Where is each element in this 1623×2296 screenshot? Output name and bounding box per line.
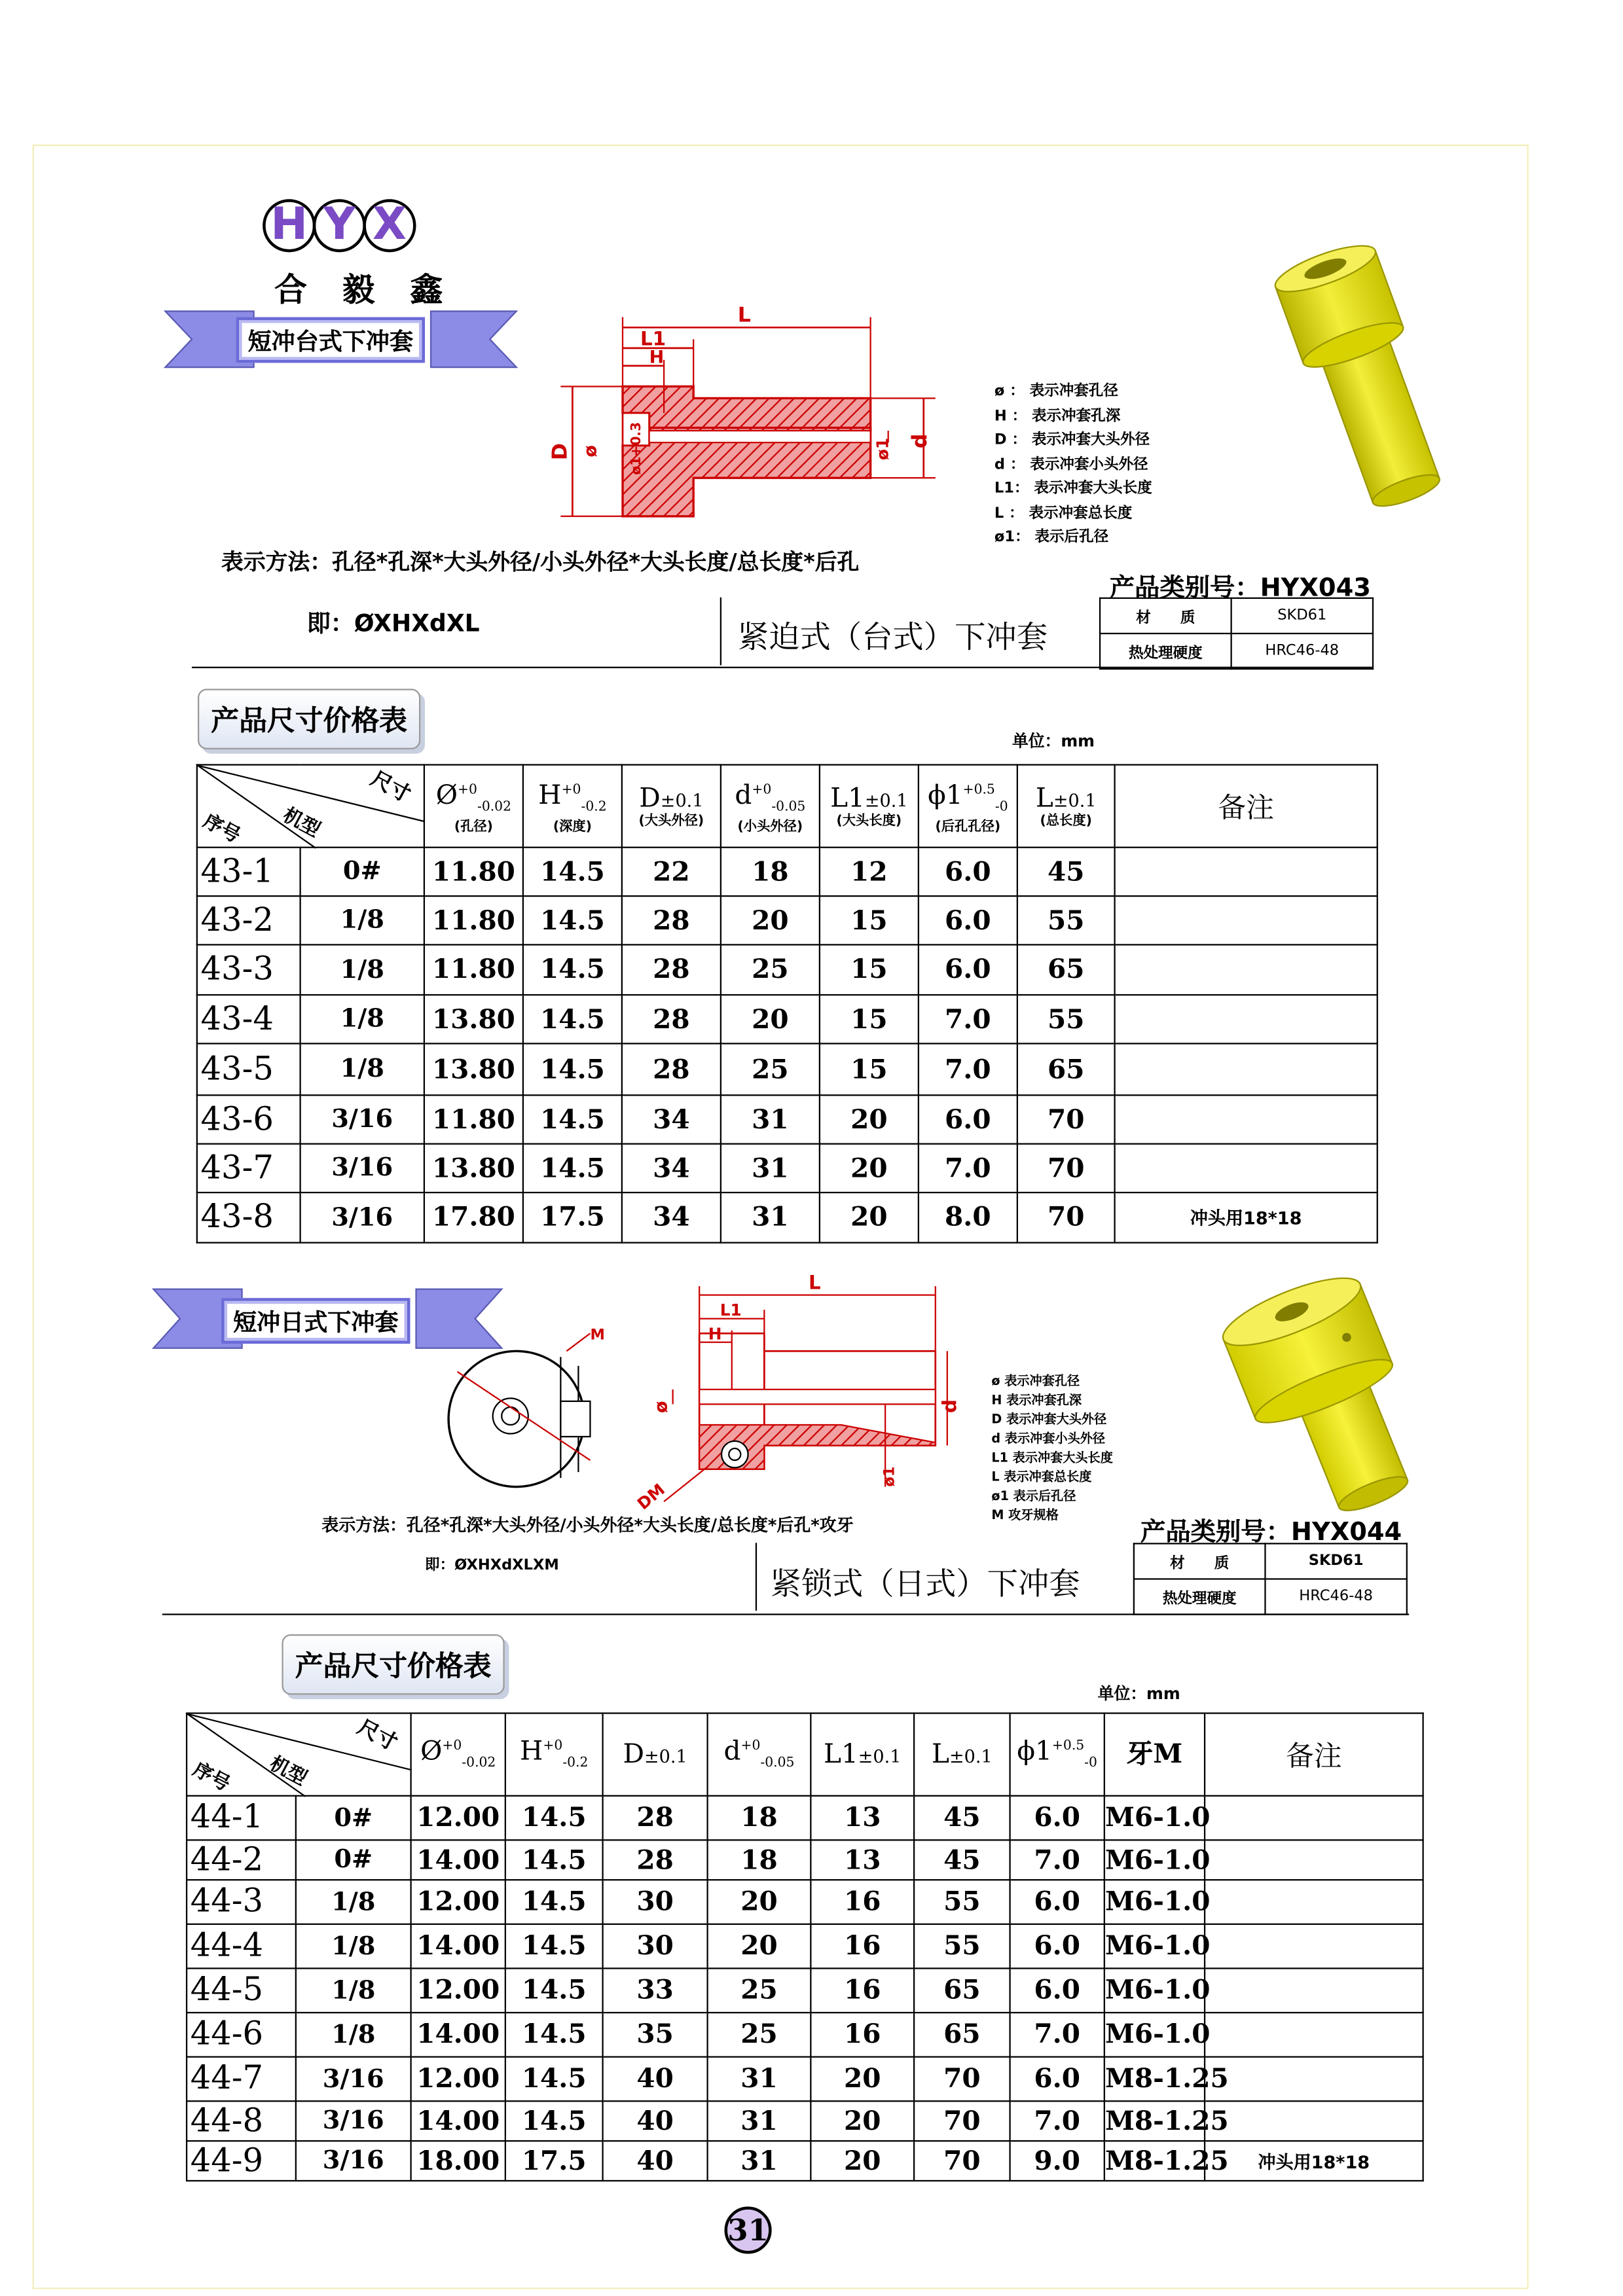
row-value: 7.0 bbox=[1010, 2013, 1104, 2057]
logo-letter-h: H bbox=[263, 199, 316, 252]
row-remark bbox=[1205, 1880, 1423, 1924]
material-value: SKD61 bbox=[1265, 1543, 1406, 1579]
row-value: 18.00 bbox=[411, 2141, 505, 2181]
row-value: 15 bbox=[820, 944, 919, 995]
row-number: 44-3 bbox=[187, 1880, 296, 1924]
row-number: 44-6 bbox=[187, 2013, 296, 2057]
row-number: 44-5 bbox=[187, 1968, 296, 2013]
section1-table-title: 产品尺寸价格表 bbox=[198, 689, 420, 749]
col-header-L: L±0.1 bbox=[914, 1713, 1010, 1796]
row-value: 13.80 bbox=[424, 1043, 523, 1095]
row-value: 14.5 bbox=[505, 1840, 603, 1880]
hardness-label: 热处理硬度 bbox=[1134, 1579, 1266, 1614]
row-model: 0# bbox=[296, 1796, 411, 1840]
table-row bbox=[197, 1043, 1377, 1095]
row-value: 11.80 bbox=[424, 1095, 523, 1143]
row-model: 1/8 bbox=[296, 1968, 411, 2013]
hardness-value: HRC46-48 bbox=[1265, 1579, 1406, 1614]
row-value: 55 bbox=[1017, 896, 1115, 944]
row-value: 14.00 bbox=[411, 1840, 505, 1880]
row-number: 43-7 bbox=[197, 1144, 301, 1193]
page-number: 31 bbox=[725, 2206, 772, 2253]
row-model: 3/16 bbox=[296, 2141, 411, 2181]
section2-title-divider bbox=[756, 1543, 760, 1611]
row-model: 1/8 bbox=[296, 1880, 411, 1924]
legend-line: D ： 表示冲套大头外径 bbox=[994, 432, 1150, 449]
row-value: 14.5 bbox=[523, 1144, 622, 1193]
row-remark: 冲头用18*18 bbox=[1205, 2141, 1423, 2181]
row-value: 20 bbox=[820, 1095, 919, 1143]
section2-product-code: 产品类别号：HYX044 bbox=[1140, 1517, 1402, 1548]
row-model: 3/16 bbox=[301, 1193, 424, 1243]
row-value: 17.5 bbox=[523, 1193, 622, 1243]
section2-table-title: 产品尺寸价格表 bbox=[282, 1634, 504, 1695]
row-value: 65 bbox=[914, 1968, 1010, 2013]
corner-header bbox=[197, 764, 424, 847]
row-value: 30 bbox=[603, 1924, 708, 1969]
legend-line: L1： 表示冲套大头长度 bbox=[994, 480, 1152, 497]
row-value: 13 bbox=[811, 1796, 914, 1840]
row-value: 14.5 bbox=[505, 1796, 603, 1840]
row-value: 15 bbox=[820, 1043, 919, 1095]
legend-line: d 表示冲套小头外径 bbox=[991, 1432, 1106, 1447]
legend-line: H 表示冲套孔深 bbox=[991, 1393, 1082, 1409]
row-remark bbox=[1115, 848, 1377, 896]
row-value: M8-1.25 bbox=[1104, 2057, 1205, 2102]
row-value: 34 bbox=[622, 1095, 721, 1143]
row-remark bbox=[1205, 1968, 1423, 2013]
row-value: 14.5 bbox=[505, 2057, 603, 2102]
row-value: 34 bbox=[622, 1144, 721, 1193]
row-value: 7.0 bbox=[1010, 2101, 1104, 2141]
row-value: 28 bbox=[622, 944, 721, 995]
row-value: 14.5 bbox=[505, 1880, 603, 1924]
table-row bbox=[187, 1840, 1423, 1880]
section1-price-table bbox=[196, 764, 1378, 1243]
row-model: 1/8 bbox=[301, 1043, 424, 1095]
section1-legend bbox=[994, 380, 1152, 550]
row-remark bbox=[1115, 944, 1377, 995]
row-value: 13.80 bbox=[424, 995, 523, 1043]
legend-line: L ： 表示冲套总长度 bbox=[994, 505, 1133, 522]
legend-line: ø1 表示后孔径 bbox=[991, 1490, 1076, 1505]
row-value: 12 bbox=[820, 848, 919, 896]
hardness-label: 热处理硬度 bbox=[1100, 634, 1231, 669]
row-number: 43-2 bbox=[197, 896, 301, 944]
row-value: 16 bbox=[811, 1880, 914, 1924]
row-value: 14.00 bbox=[411, 1924, 505, 1969]
legend-line: ø1： 表示后孔径 bbox=[994, 529, 1109, 546]
row-number: 44-9 bbox=[187, 2141, 296, 2181]
row-value: 31 bbox=[721, 1095, 820, 1143]
dim-phi03: ø1+0.3 bbox=[628, 422, 644, 475]
row-number: 43-5 bbox=[197, 1043, 301, 1095]
row-remark bbox=[1115, 1043, 1377, 1095]
row-value: 70 bbox=[914, 2057, 1010, 2102]
row-number: 44-8 bbox=[187, 2101, 296, 2141]
section1-formula: 即：ØXHXdXL bbox=[306, 609, 480, 637]
section2-price-table bbox=[186, 1712, 1424, 2181]
row-value: 14.5 bbox=[523, 896, 622, 944]
section2-unit: 单位：mm bbox=[1097, 1684, 1180, 1704]
row-value: 7.0 bbox=[919, 1043, 1017, 1095]
section2-material-table bbox=[1133, 1543, 1408, 1615]
corner-no-label: 序号 bbox=[189, 1759, 234, 1797]
row-remark bbox=[1205, 2013, 1423, 2057]
dim-H: H bbox=[649, 347, 665, 368]
row-value: 20 bbox=[708, 1880, 811, 1924]
row-number: 43-4 bbox=[197, 995, 301, 1043]
row-value: 13 bbox=[811, 1840, 914, 1880]
row-remark bbox=[1205, 2057, 1423, 2102]
row-value: 18 bbox=[708, 1796, 811, 1840]
table-header-row bbox=[197, 764, 1377, 847]
legend-line: L 表示冲套总长度 bbox=[991, 1470, 1092, 1486]
col-header-d: $d^{+0}_{-0.05}$ (小头外径) bbox=[721, 764, 820, 847]
row-value: 28 bbox=[603, 1796, 708, 1840]
logo-letter-x: X bbox=[363, 199, 416, 252]
legend-line: D 表示冲套大头外径 bbox=[991, 1412, 1107, 1428]
row-value: 31 bbox=[721, 1193, 820, 1243]
row-value: 65 bbox=[914, 2013, 1010, 2057]
row-value: 14.5 bbox=[523, 1043, 622, 1095]
hardness-value: HRC46-48 bbox=[1231, 634, 1373, 669]
col-header-remark: 备注 bbox=[1115, 764, 1377, 847]
corner-model-label: 机型 bbox=[265, 1753, 310, 1791]
section1-technical-drawing bbox=[546, 295, 989, 531]
legend-line: d ： 表示冲套小头外径 bbox=[994, 456, 1148, 473]
row-value: 28 bbox=[622, 896, 721, 944]
row-value: 65 bbox=[1017, 1043, 1115, 1095]
dim-d: d bbox=[938, 1399, 961, 1413]
row-value: 7.0 bbox=[919, 995, 1017, 1043]
col-header-D: D±0.1 (大头外径) bbox=[622, 764, 721, 847]
row-model: 1/8 bbox=[296, 2013, 411, 2057]
row-value: 40 bbox=[603, 2141, 708, 2181]
section2-technical-drawing bbox=[620, 1266, 989, 1516]
row-value: 31 bbox=[708, 2141, 811, 2181]
section1-product-title: 紧迫式（台式）下冲套 bbox=[737, 619, 1048, 655]
row-model: 1/8 bbox=[296, 1924, 411, 1969]
row-value: 8.0 bbox=[919, 1193, 1017, 1243]
row-remark bbox=[1115, 995, 1377, 1043]
row-remark bbox=[1115, 1095, 1377, 1143]
row-value: 20 bbox=[811, 2141, 914, 2181]
row-model: 0# bbox=[301, 848, 424, 896]
row-value: M6-1.0 bbox=[1104, 2013, 1205, 2057]
section2-legend bbox=[991, 1373, 1112, 1526]
table-row bbox=[187, 1924, 1423, 1969]
table-row bbox=[197, 1193, 1377, 1243]
row-value: 9.0 bbox=[1010, 2141, 1104, 2181]
row-value: 18 bbox=[708, 1840, 811, 1880]
dim-L1: L1 bbox=[720, 1300, 742, 1320]
row-value: 6.0 bbox=[919, 1095, 1017, 1143]
table-row bbox=[197, 1144, 1377, 1193]
table-row bbox=[187, 2101, 1423, 2141]
col-header-L1: L1±0.1 bbox=[811, 1713, 914, 1796]
row-value: 6.0 bbox=[919, 848, 1017, 896]
row-remark: 冲头用18*18 bbox=[1115, 1193, 1377, 1243]
row-remark bbox=[1115, 1144, 1377, 1193]
col-header-d: $d^{+0}_{-0.05}$ bbox=[708, 1713, 811, 1796]
section1-method: 表示方法：孔径*孔深*大头外径/小头外径*大头长度/总长度*后孔 bbox=[221, 548, 860, 575]
table-row bbox=[187, 2057, 1423, 2102]
row-value: 18 bbox=[721, 848, 820, 896]
logo-letter-y: Y bbox=[313, 199, 366, 252]
row-model: 1/8 bbox=[301, 995, 424, 1043]
dim-phi1: ø1 bbox=[873, 437, 892, 461]
table-row bbox=[197, 896, 1377, 944]
row-value: 16 bbox=[811, 1968, 914, 2013]
row-value: 14.5 bbox=[523, 1095, 622, 1143]
section2-method: 表示方法：孔径*孔深*大头外径/小头外径*大头长度/总长度*后孔*攻牙 bbox=[321, 1515, 854, 1535]
row-value: 17.80 bbox=[424, 1193, 523, 1243]
row-value: 30 bbox=[603, 1880, 708, 1924]
section1-title-divider bbox=[720, 598, 725, 666]
row-model: 3/16 bbox=[296, 2057, 411, 2102]
row-value: 20 bbox=[811, 2057, 914, 2102]
legend-line: ø ： 表示冲套孔径 bbox=[994, 383, 1118, 400]
table-row bbox=[197, 1095, 1377, 1143]
row-remark bbox=[1115, 896, 1377, 944]
row-remark bbox=[1205, 1796, 1423, 1840]
dim-phi1: ø1 bbox=[881, 1466, 898, 1487]
section2-part-3d-image bbox=[1207, 1268, 1443, 1519]
row-value: M6-1.0 bbox=[1104, 1968, 1205, 2013]
row-number: 44-7 bbox=[187, 2057, 296, 2102]
row-value: 14.5 bbox=[523, 944, 622, 995]
row-value: 12.00 bbox=[411, 2057, 505, 2102]
row-value: 12.00 bbox=[411, 1796, 505, 1840]
row-value: 20 bbox=[820, 1144, 919, 1193]
section1-unit: 单位：mm bbox=[1012, 731, 1095, 751]
row-value: 7.0 bbox=[1010, 1840, 1104, 1880]
row-value: 14.5 bbox=[505, 2101, 603, 2141]
row-value: 31 bbox=[721, 1144, 820, 1193]
row-value: 45 bbox=[914, 1840, 1010, 1880]
row-number: 44-2 bbox=[187, 1840, 296, 1880]
row-value: 25 bbox=[708, 2013, 811, 2057]
row-value: 15 bbox=[820, 995, 919, 1043]
row-value: M8-1.25 bbox=[1104, 2141, 1205, 2181]
row-value: 6.0 bbox=[1010, 2057, 1104, 2102]
row-value: 25 bbox=[721, 944, 820, 995]
row-value: 28 bbox=[622, 1043, 721, 1095]
row-value: 25 bbox=[708, 1968, 811, 2013]
row-value: 70 bbox=[1017, 1095, 1115, 1143]
row-value: 31 bbox=[708, 2057, 811, 2102]
row-remark bbox=[1205, 2101, 1423, 2141]
row-value: 45 bbox=[1017, 848, 1115, 896]
row-value: 20 bbox=[721, 896, 820, 944]
corner-model-label: 机型 bbox=[279, 804, 323, 842]
row-value: 55 bbox=[914, 1924, 1010, 1969]
section2-end-view-drawing bbox=[443, 1313, 619, 1505]
row-value: 34 bbox=[622, 1193, 721, 1243]
row-number: 43-6 bbox=[197, 1095, 301, 1143]
col-header-D: D±0.1 bbox=[603, 1713, 708, 1796]
row-number: 43-8 bbox=[197, 1193, 301, 1243]
row-value: 7.0 bbox=[919, 1144, 1017, 1193]
row-value: 14.5 bbox=[523, 848, 622, 896]
col-header-h: $H^{+0}_{-0.2}$ bbox=[505, 1713, 603, 1796]
dim-M: M bbox=[590, 1326, 605, 1344]
row-model: 3/16 bbox=[301, 1095, 424, 1143]
row-remark bbox=[1205, 1924, 1423, 1969]
row-value: 6.0 bbox=[1010, 1880, 1104, 1924]
row-value: 6.0 bbox=[1010, 1968, 1104, 2013]
material-value: SKD61 bbox=[1231, 598, 1373, 634]
row-value: 14.5 bbox=[505, 1924, 603, 1969]
dim-D: D bbox=[548, 442, 572, 461]
col-header-L: L±0.1 (总长度) bbox=[1017, 764, 1115, 847]
dim-d: d bbox=[908, 433, 932, 449]
row-value: 14.5 bbox=[505, 2013, 603, 2057]
section1-material-table bbox=[1099, 598, 1374, 670]
row-value: 6.0 bbox=[919, 896, 1017, 944]
row-value: 15 bbox=[820, 896, 919, 944]
legend-line: H ： 表示冲套孔深 bbox=[994, 408, 1121, 424]
row-value: 6.0 bbox=[1010, 1924, 1104, 1969]
section2-ribbon-label: 短冲日式下冲套 bbox=[221, 1298, 410, 1344]
row-value: 16 bbox=[811, 1924, 914, 1969]
dim-L: L bbox=[808, 1271, 821, 1294]
col-header-thread: 牙M bbox=[1104, 1713, 1205, 1796]
dim-H: H bbox=[708, 1324, 722, 1344]
row-value: 14.00 bbox=[411, 2013, 505, 2057]
row-value: 70 bbox=[1017, 1144, 1115, 1193]
col-header-phi1: $\phi 1^{+0.5}_{-0}$ bbox=[1010, 1713, 1104, 1796]
row-value: M6-1.0 bbox=[1104, 1796, 1205, 1840]
row-value: 13.80 bbox=[424, 1144, 523, 1193]
row-model: 3/16 bbox=[296, 2101, 411, 2141]
dim-L1: L1 bbox=[640, 327, 666, 350]
row-value: M8-1.25 bbox=[1104, 2101, 1205, 2141]
row-number: 43-3 bbox=[197, 944, 301, 995]
col-header-remark: 备注 bbox=[1205, 1713, 1423, 1796]
table-row bbox=[187, 2141, 1423, 2181]
row-value: 20 bbox=[721, 995, 820, 1043]
col-header-h: $H^{+0}_{-0.2}$ (深度) bbox=[523, 764, 622, 847]
row-value: M6-1.0 bbox=[1104, 1880, 1205, 1924]
row-value: 14.00 bbox=[411, 2101, 505, 2141]
row-value: 35 bbox=[603, 2013, 708, 2057]
table-row bbox=[187, 1796, 1423, 1840]
row-model: 1/8 bbox=[301, 896, 424, 944]
row-number: 44-1 bbox=[187, 1796, 296, 1840]
row-number: 44-4 bbox=[187, 1924, 296, 1969]
row-value: 22 bbox=[622, 848, 721, 896]
row-value: 11.80 bbox=[424, 848, 523, 896]
row-value: 20 bbox=[811, 2101, 914, 2141]
table-row bbox=[197, 944, 1377, 995]
row-value: 70 bbox=[1017, 1193, 1115, 1243]
row-value: 16 bbox=[811, 2013, 914, 2057]
col-header-L1: L1±0.1 (大头长度) bbox=[820, 764, 919, 847]
row-value: 28 bbox=[603, 1840, 708, 1880]
table-header-row bbox=[187, 1713, 1423, 1796]
row-value: 45 bbox=[914, 1796, 1010, 1840]
col-header-phi1: $\phi 1^{+0.5}_{-0}$ (后孔孔径) bbox=[919, 764, 1017, 847]
section2-product-title: 紧锁式（日式）下冲套 bbox=[770, 1566, 1080, 1602]
row-value: 12.00 bbox=[411, 1968, 505, 2013]
col-header-phi: $Ø^{+0}_{-0.02}$ (孔径) bbox=[424, 764, 523, 847]
dim-DM: DM bbox=[633, 1480, 669, 1514]
row-value: 40 bbox=[603, 2057, 708, 2102]
table-row bbox=[197, 848, 1377, 896]
row-value: 6.0 bbox=[1010, 1796, 1104, 1840]
section1-product-code: 产品类别号：HYX043 bbox=[1109, 573, 1371, 603]
row-value: 6.0 bbox=[919, 944, 1017, 995]
row-value: 65 bbox=[1017, 944, 1115, 995]
row-number: 43-1 bbox=[197, 848, 301, 896]
dim-L: L bbox=[737, 303, 751, 327]
row-value: 11.80 bbox=[424, 944, 523, 995]
row-value: 55 bbox=[914, 1880, 1010, 1924]
material-label: 材 质 bbox=[1100, 598, 1231, 634]
row-value: M6-1.0 bbox=[1104, 1840, 1205, 1880]
row-model: 3/16 bbox=[301, 1144, 424, 1193]
row-value: 12.00 bbox=[411, 1880, 505, 1924]
row-model: 0# bbox=[296, 1840, 411, 1880]
row-value: M6-1.0 bbox=[1104, 1924, 1205, 1969]
table-row bbox=[187, 1968, 1423, 2013]
table-row bbox=[187, 1880, 1423, 1924]
material-label: 材 质 bbox=[1134, 1543, 1266, 1579]
row-value: 17.5 bbox=[505, 2141, 603, 2181]
legend-line: M 攻牙规格 bbox=[991, 1509, 1059, 1524]
corner-size-label: 尺寸 bbox=[353, 1715, 401, 1756]
row-value: 14.5 bbox=[523, 995, 622, 1043]
table-row bbox=[197, 995, 1377, 1043]
row-value: 55 bbox=[1017, 995, 1115, 1043]
logo-company-name: 合毅鑫 bbox=[274, 272, 479, 310]
section2-formula: 即：ØXHXdXLXM bbox=[425, 1557, 559, 1574]
row-value: 25 bbox=[721, 1043, 820, 1095]
row-value: 11.80 bbox=[424, 896, 523, 944]
section1-ribbon-label: 短冲台式下冲套 bbox=[236, 317, 425, 363]
row-value: 70 bbox=[914, 2141, 1010, 2181]
row-remark bbox=[1205, 1840, 1423, 1880]
row-value: 28 bbox=[622, 995, 721, 1043]
corner-header bbox=[187, 1713, 411, 1796]
dim-phi: ø bbox=[651, 1401, 672, 1413]
legend-line: ø 表示冲套孔径 bbox=[991, 1374, 1080, 1390]
row-value: 70 bbox=[914, 2101, 1010, 2141]
dim-phi: ø bbox=[580, 445, 601, 457]
row-model: 1/8 bbox=[301, 944, 424, 995]
legend-line: L1 表示冲套大头长度 bbox=[991, 1451, 1113, 1467]
row-value: 20 bbox=[708, 1924, 811, 1969]
row-value: 14.5 bbox=[505, 1968, 603, 2013]
table-row bbox=[187, 2013, 1423, 2057]
corner-size-label: 尺寸 bbox=[366, 767, 414, 808]
row-value: 31 bbox=[708, 2101, 811, 2141]
row-value: 20 bbox=[820, 1193, 919, 1243]
row-value: 33 bbox=[603, 1968, 708, 2013]
col-header-phi: $Ø^{+0}_{-0.02}$ bbox=[411, 1713, 505, 1796]
row-value: 40 bbox=[603, 2101, 708, 2141]
section1-part-3d-image bbox=[1266, 233, 1458, 513]
corner-no-label: 序号 bbox=[199, 810, 244, 848]
